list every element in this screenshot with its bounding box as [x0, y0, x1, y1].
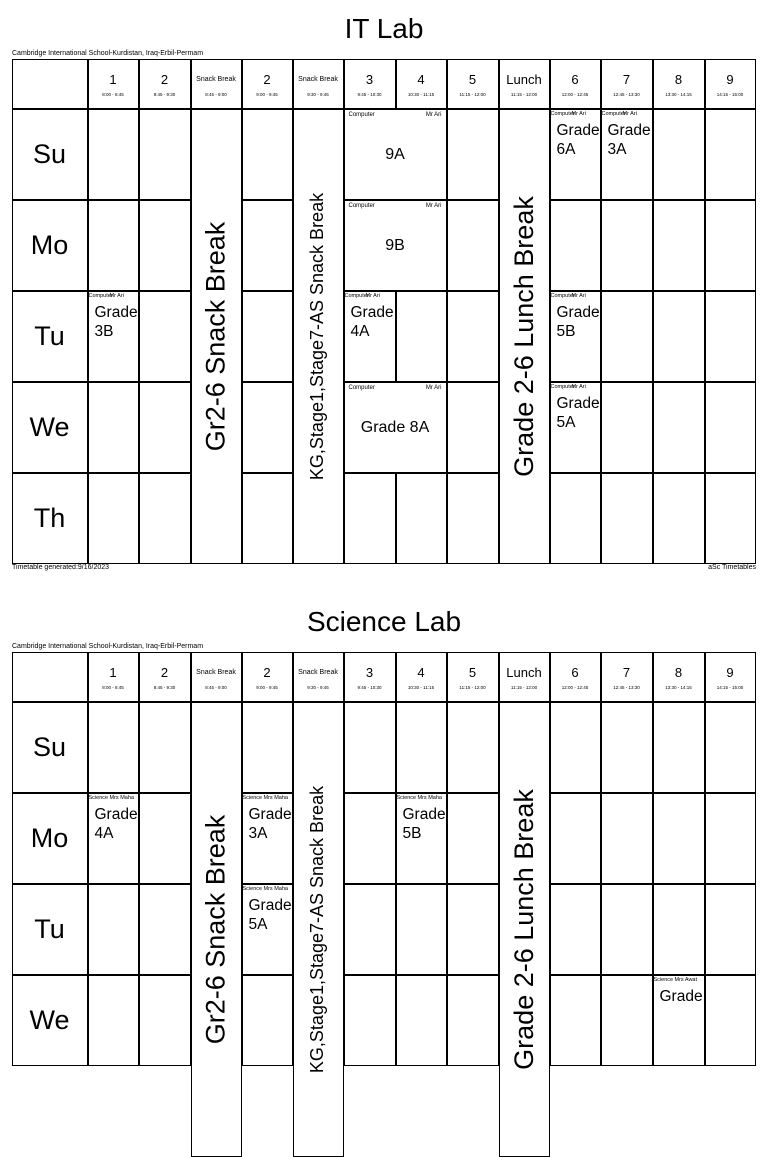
day-label: We	[12, 975, 88, 1066]
timetable-cell	[653, 473, 705, 564]
break-column	[499, 109, 550, 564]
timetable-cell	[88, 200, 139, 291]
period-header	[88, 59, 139, 109]
timetable-cell	[705, 473, 756, 564]
period-number: 8	[674, 71, 683, 87]
timetable-cell	[139, 473, 191, 564]
period-header	[653, 652, 705, 702]
it-lab-title: IT Lab	[344, 13, 424, 44]
timetable-cell	[653, 291, 705, 382]
lesson-class: Grade 3A	[248, 805, 292, 842]
day-label: Th	[12, 473, 88, 564]
period-header	[139, 652, 191, 702]
timetable-cell	[88, 382, 139, 473]
period-header	[601, 652, 653, 702]
lesson-teacher: Mr Ari	[571, 292, 586, 299]
break-label: Gr2-6 Snack Break	[200, 814, 231, 1044]
timetable-cell	[705, 382, 756, 473]
lesson-teacher: Mr Ari	[425, 202, 442, 209]
period-number: 5	[468, 664, 477, 680]
science-lab-title: Science Lab	[306, 606, 462, 637]
break-column	[293, 109, 344, 564]
period-number: 4	[417, 71, 425, 87]
period-number: Snack Break	[196, 75, 236, 83]
period-header	[293, 59, 344, 109]
timetable-cell	[88, 975, 139, 1066]
timetable-cell	[447, 975, 499, 1066]
period-number: Lunch	[506, 71, 542, 87]
period-number: 3	[365, 71, 374, 87]
timetable-cell	[653, 200, 705, 291]
lesson-class: Grade 5B	[556, 303, 600, 340]
timetable-cell	[653, 884, 705, 975]
period-header	[344, 59, 396, 109]
lesson-cell	[344, 291, 396, 382]
header-corner	[12, 59, 88, 109]
period-number: 3	[365, 664, 374, 680]
period-time: 12:00 - 12:45	[561, 684, 589, 690]
period-time: 11:15 - 12:00	[459, 684, 486, 690]
lesson-class: 9A	[385, 145, 405, 163]
timetable-cell	[550, 702, 601, 793]
day-label: Mo	[12, 793, 88, 884]
footer-brand: aSc Timetables	[708, 564, 756, 571]
period-time: 9:30 - 9:45	[307, 684, 329, 690]
it-lab-grid	[12, 59, 756, 564]
timetable-cell	[447, 884, 499, 975]
timetable-cell	[344, 702, 396, 793]
period-time: 14:15 - 15:00	[716, 91, 744, 97]
timetable-cell	[242, 473, 293, 564]
period-time: 12:00 - 12:45	[561, 91, 589, 97]
period-time: 9:00 - 9:45	[256, 684, 278, 690]
period-header	[705, 59, 756, 109]
period-time: 8:00 - 8:45	[102, 684, 124, 690]
lesson-class: Grade 3B	[94, 303, 138, 340]
school-name: Cambridge International School-Kurdistan, Iraq-Erbil-Permam	[12, 643, 204, 650]
day-label: We	[12, 382, 88, 473]
period-header	[601, 59, 653, 109]
footer-generated: Timetable generated:9/16/2023	[12, 564, 110, 571]
timetable-cell	[242, 382, 293, 473]
period-header	[396, 59, 447, 109]
timetable-cell	[550, 975, 601, 1066]
period-number: 2	[263, 71, 271, 87]
timetable-cell	[447, 473, 499, 564]
timetable-cell	[705, 793, 756, 884]
timetable-cell	[139, 884, 191, 975]
timetable-cell	[653, 702, 705, 793]
timetable-cell	[396, 975, 447, 1066]
period-time: 8:45 - 9:00	[205, 684, 227, 690]
lesson-cell	[88, 291, 139, 382]
period-number: 7	[622, 664, 631, 680]
period-header	[499, 652, 550, 702]
lesson-teacher: Mrs Maha	[109, 794, 134, 801]
period-number: 1	[109, 664, 117, 680]
timetable-cell	[139, 702, 191, 793]
lesson-teacher: Mr Ari	[365, 292, 380, 299]
period-number: 8	[674, 664, 683, 680]
timetable-cell	[344, 975, 396, 1066]
break-label: KG,Stage1,Stage7-AS Snack Break	[307, 192, 328, 480]
period-time: 12:45 - 13:30	[613, 91, 640, 97]
timetable-cell	[88, 109, 139, 200]
period-number: 9	[726, 71, 734, 87]
break-column	[499, 702, 550, 1157]
lesson-cell	[550, 382, 601, 473]
timetable-cell	[396, 884, 447, 975]
timetable-cell	[601, 793, 653, 884]
science-lab-timetable	[12, 590, 756, 1073]
period-number: 5	[468, 71, 477, 87]
timetable-cell	[396, 291, 447, 382]
timetable-cell	[447, 291, 499, 382]
timetable-cell	[550, 200, 601, 291]
lesson-teacher: Mr Ari	[571, 383, 586, 390]
break-label: Grade 2-6 Lunch Break	[508, 788, 539, 1070]
lesson-cell	[601, 109, 653, 200]
timetable-cell	[705, 975, 756, 1066]
period-time: 10:30 - 11:15	[407, 91, 435, 97]
timetable-cell	[396, 473, 447, 564]
period-time: 9:45 - 10:30	[357, 684, 382, 690]
lesson-teacher: Mr Ari	[571, 110, 586, 117]
period-time: 9:45 - 10:30	[357, 91, 382, 97]
period-header	[447, 652, 499, 702]
period-number: Lunch	[506, 664, 542, 680]
period-time: 8:45 - 9:30	[153, 91, 176, 97]
timetable-cell	[705, 109, 756, 200]
period-time: 13:30 - 14:15	[665, 684, 692, 690]
period-number: 7	[622, 71, 631, 87]
timetable-cell	[601, 473, 653, 564]
lesson-teacher: Mrs Awat	[674, 976, 698, 983]
timetable-cell	[344, 473, 396, 564]
timetable-cell	[447, 382, 499, 473]
timetable-cell	[139, 975, 191, 1066]
timetable-cell	[705, 884, 756, 975]
timetable-cell	[344, 793, 396, 884]
lesson-teacher: Mr Ari	[425, 384, 442, 391]
timetable-cell	[88, 702, 139, 793]
lesson-subject: Science	[653, 976, 674, 983]
period-time: 10:30 - 11:15	[407, 684, 435, 690]
period-time: 12:45 - 13:30	[613, 684, 640, 690]
timetable-cell	[601, 975, 653, 1066]
lesson-cell	[344, 200, 447, 291]
period-number: 1	[109, 71, 117, 87]
break-label: KG,Stage1,Stage7-AS Snack Break	[307, 785, 328, 1073]
lesson-class: Grade 5A	[248, 896, 292, 933]
timetable-cell	[396, 702, 447, 793]
lesson-cell	[242, 793, 293, 884]
lesson-class: Grade 5A	[556, 394, 600, 431]
period-number: 6	[571, 71, 579, 87]
timetable-cell	[139, 793, 191, 884]
lesson-class: Grade 4A	[94, 805, 138, 842]
lesson-subject: Computer	[550, 383, 575, 390]
period-header	[139, 59, 191, 109]
lesson-cell	[88, 793, 139, 884]
period-header	[191, 652, 242, 702]
day-label: Tu	[12, 291, 88, 382]
timetable-cell	[139, 291, 191, 382]
timetable-cell	[242, 975, 293, 1066]
period-time: 8:45 - 9:30	[153, 684, 176, 690]
period-time: 11:15 - 12:00	[510, 684, 538, 690]
timetable-cell	[344, 884, 396, 975]
timetable-cell	[601, 884, 653, 975]
lesson-teacher: Mrs Maha	[263, 885, 288, 892]
lesson-subject: Science	[396, 794, 417, 801]
lesson-subject: Computer	[550, 292, 575, 299]
period-header	[344, 652, 396, 702]
break-column	[293, 702, 344, 1157]
period-time: 9:30 - 9:45	[307, 91, 329, 97]
period-time: 13:30 - 14:15	[665, 91, 692, 97]
timetable-cell	[705, 291, 756, 382]
period-number: 6	[571, 664, 579, 680]
lesson-class: Grade 6A	[556, 121, 600, 158]
period-number: Snack Break	[298, 75, 338, 83]
lesson-teacher: Mrs Maha	[263, 794, 288, 801]
lesson-teacher: Mr Ari	[622, 110, 637, 117]
lesson-class: Grade 5B	[402, 805, 446, 842]
period-header	[653, 59, 705, 109]
timetable-cell	[601, 702, 653, 793]
period-header	[499, 59, 550, 109]
period-header	[242, 652, 293, 702]
timetable-cell	[139, 109, 191, 200]
timetable-cell	[242, 109, 293, 200]
period-header	[396, 652, 447, 702]
timetable-cell	[653, 109, 705, 200]
period-header	[191, 59, 242, 109]
timetable-cell	[242, 702, 293, 793]
timetable-cell	[88, 473, 139, 564]
period-header	[550, 652, 601, 702]
lesson-subject: Computer	[348, 111, 375, 118]
timetable-cell	[447, 793, 499, 884]
lesson-class: Grade 4A	[350, 303, 394, 340]
timetable-cell	[88, 884, 139, 975]
lesson-subject: Computer	[344, 292, 369, 299]
break-label: Gr2-6 Snack Break	[200, 221, 231, 451]
break-label: Grade 2-6 Lunch Break	[508, 195, 539, 477]
period-header	[242, 59, 293, 109]
timetable-cell	[705, 200, 756, 291]
period-time: 11:15 - 12:00	[459, 91, 486, 97]
timetable-cell	[653, 382, 705, 473]
lesson-subject: Science	[242, 885, 263, 892]
period-time: 8:45 - 9:00	[205, 91, 227, 97]
period-time: 9:00 - 9:45	[256, 91, 278, 97]
period-header	[550, 59, 601, 109]
timetable-cell	[653, 793, 705, 884]
day-label: Tu	[12, 884, 88, 975]
timetable-cell	[139, 382, 191, 473]
period-number: 4	[417, 664, 425, 680]
lesson-cell	[550, 109, 601, 200]
lesson-class: Grade 8A	[360, 418, 430, 436]
lesson-class: Grade 3A	[607, 121, 651, 158]
day-label: Su	[12, 109, 88, 200]
period-number: 2	[160, 71, 169, 87]
lesson-class: Grade	[659, 987, 703, 1005]
day-label: Su	[12, 702, 88, 793]
header-corner	[12, 652, 88, 702]
lesson-teacher: Mr Ari	[109, 292, 124, 299]
period-header	[705, 652, 756, 702]
school-name: Cambridge International School-Kurdistan, Iraq-Erbil-Permam	[12, 50, 204, 57]
timetable-cell	[447, 109, 499, 200]
period-time: 8:00 - 8:45	[102, 91, 124, 97]
period-number: 2	[160, 664, 169, 680]
it-lab-timetable	[12, 0, 756, 580]
timetable-cell	[242, 200, 293, 291]
period-header	[88, 652, 139, 702]
lesson-cell	[653, 975, 705, 1066]
lesson-cell	[550, 291, 601, 382]
timetable-cell	[601, 200, 653, 291]
lesson-subject: Computer	[550, 110, 575, 117]
lesson-subject: Science	[88, 794, 109, 801]
lesson-cell	[344, 382, 447, 473]
lesson-subject: Computer	[601, 110, 626, 117]
period-number: 2	[263, 664, 271, 680]
lesson-subject: Computer	[348, 202, 375, 209]
timetable-cell	[447, 200, 499, 291]
lesson-subject: Computer	[348, 384, 375, 391]
break-column	[191, 702, 242, 1157]
lesson-subject: Science	[242, 794, 263, 801]
period-header	[447, 59, 499, 109]
period-time: 14:15 - 15:00	[716, 684, 744, 690]
period-number: 9	[726, 664, 734, 680]
lesson-class: 9B	[385, 236, 405, 254]
break-column	[191, 109, 242, 564]
lesson-subject: Computer	[88, 292, 113, 299]
period-header	[293, 652, 344, 702]
lesson-cell	[344, 109, 447, 200]
timetable-cell	[550, 884, 601, 975]
period-time: 11:15 - 12:00	[510, 91, 538, 97]
timetable-cell	[601, 291, 653, 382]
timetable-cell	[447, 702, 499, 793]
lesson-teacher: Mrs Maha	[417, 794, 442, 801]
period-number: Snack Break	[298, 668, 338, 676]
timetable-cell	[705, 702, 756, 793]
timetable-cell	[550, 473, 601, 564]
timetable-cell	[139, 200, 191, 291]
timetable-cell	[550, 793, 601, 884]
lesson-cell	[396, 793, 447, 884]
period-number: Snack Break	[196, 668, 236, 676]
lesson-cell	[242, 884, 293, 975]
timetable-cell	[601, 382, 653, 473]
timetable-cell	[242, 291, 293, 382]
day-label: Mo	[12, 200, 88, 291]
science-lab-grid	[12, 652, 756, 1073]
lesson-teacher: Mr Ari	[425, 111, 442, 118]
